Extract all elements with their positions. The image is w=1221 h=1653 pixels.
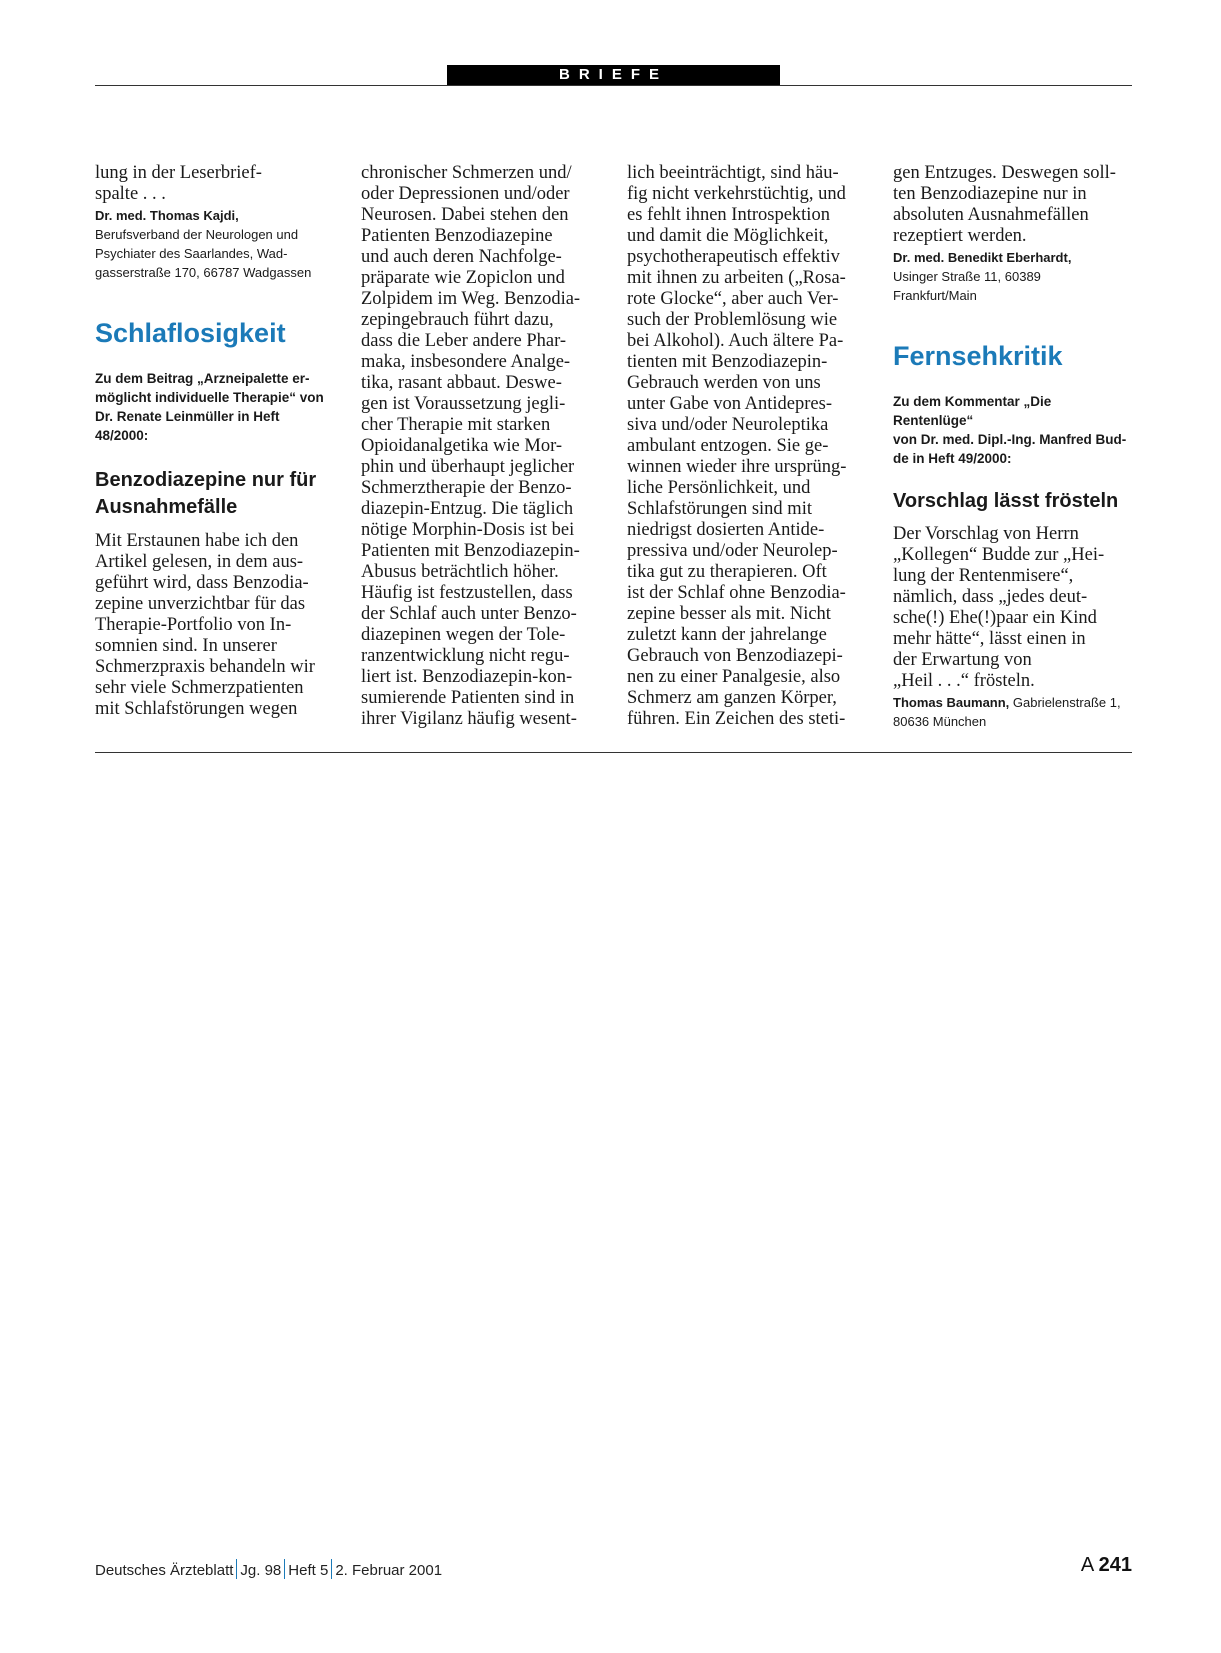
page-number [1081, 1554, 1132, 1577]
letter-body: chronischer Schmerzen und/ oder Depressionen und/oder Neurosen. Dabei stehen den Patienten Benzodiazepine und auch deren Nachfolge- präparate wie Zopiclon und Zolpidem im Weg. Benzodia- zepingebrauch führt dazu, dass die Leber andere Phar- maka, insbesondere Analge- tika, rasant abbaut. Deswe- gen ist Voraussetzung jegli- cher Therapie mit starken Opioidanalgetika wie Mor- phin und überhaupt jeglicher Schmerztherapie der Benzo- diazepin-Entzug. Die täglich nötige Morphin-Dosis ist bei Patienten mit Benzodiazepin- Abusus beträchtlich höher. Häufig ist festzustellen, dass der Schlaf auch unter Benzo- diazepinen wegen der Tole- ranzentwicklung nicht regu- liert ist. Benzodiazepin-kon- sumierende Patienten sind in ihrer Vigilanz häufig wesent- [361, 163, 581, 729]
column-2 [361, 163, 601, 730]
top-divider [95, 85, 1132, 86]
signature-name: Dr. med. Benedikt Eberhardt, [893, 250, 1072, 265]
signature-eberhardt [893, 248, 1133, 305]
column-4 [893, 163, 1133, 731]
page-prefix: A [1080, 1554, 1094, 1576]
journal-name: Deutsches Ärzteblatt [95, 1562, 234, 1579]
page-footer [95, 1559, 442, 1579]
signature-address-line2: 80636 München [893, 714, 987, 729]
column-1 [95, 163, 335, 720]
letter-headline: Vorschlag lässt frösteln [893, 490, 1119, 512]
letter-body: lich beeinträchtigt, sind häu- fig nicht verkehrstüchtig, und es fehlt ihnen Introspektion und damit die Möglichkeit, psychotherapeutisch effektiv mit ihnen zu arbeiten („Rosa- rote Glocke“, aber auch Ver- such der Problemlösung wie bei Alkohol). Auch ältere Pa- tienten mit Benzodiazepin- Gebrauch werden von uns unter Gabe von Antidepres- siva und/oder Neuroleptika ambulant entzogen. Sie ge- winnen wieder ihre ursprüng- liche Persönlichkeit, und Schlafstörungen sind mit niedrigst dosierten Antide- pressiva und/oder Neurolep- tika gut zu therapieren. Oft ist der Schlaf ohne Benzodia- zepine besser als mit. Nicht zuletzt kann der jahrelange Gebrauch von Benzodiazepi- nen zu einer Panalgesie, also Schmerz am ganzen Körper, führen. Ein Zeichen des steti- [627, 163, 847, 729]
section-title-fernsehkritik: Fernsehkritik [893, 341, 1063, 371]
bottom-divider [95, 752, 1132, 753]
signature-baumann [893, 693, 1133, 731]
letter-body: Mit Erstaunen habe ich den Artikel gelesen, in dem aus- geführt wird, dass Benzodia- zepine unverzichtbar für das Therapie-Portfolio von In- somnien sind. In unserer Schmerzpraxis behandeln wir sehr viele Schmerzpatienten mit Schlafstörungen wegen [95, 531, 315, 719]
column-3 [627, 163, 867, 730]
article-reference: Zu dem Kommentar „Die Rentenlüge“ von Dr. med. Dipl.-Ing. Manfred Bud- de in Heft 49/2000: [893, 394, 1127, 466]
section-header-label: BRIEFE [447, 65, 780, 85]
footer-separator [331, 1559, 332, 1579]
letter-headline: Benzodiazepine nur für Ausnahmefälle [95, 469, 317, 518]
issue-date: 2. Februar 2001 [335, 1562, 443, 1579]
footer-separator [236, 1559, 237, 1579]
journal-issue: Heft 5 [288, 1562, 329, 1579]
article-reference: Zu dem Beitrag „Arzneipalette er- möglicht individuelle Therapie“ von Dr. Renate Leinmüller in Heft 48/2000: [95, 371, 324, 443]
page-number-value: 241 [1098, 1554, 1132, 1576]
body-text-continuation: lung in der Leserbrief- spalte . . . [95, 163, 262, 204]
signature-name: Dr. med. Thomas Kajdi, [95, 208, 239, 223]
signature-address: Usinger Straße 11, 60389 Frankfurt/Main [893, 269, 1041, 303]
signature-name: Thomas Baumann, [893, 695, 1010, 710]
signature-address: Berufsverband der Neurologen und Psychiater des Saarlandes, Wad- gasserstraße 170, 66787 Wadgassen [95, 227, 312, 280]
signature-address: Gabrielenstraße 1, [1009, 695, 1121, 710]
body-text-continuation: gen Entzuges. Deswegen soll- ten Benzodiazepine nur in absoluten Ausnahmefällen rezeptiert werden. [893, 163, 1116, 246]
footer-separator [284, 1559, 285, 1579]
signature-kajdi [95, 206, 335, 282]
letter-body: Der Vorschlag von Herrn „Kollegen“ Budde zur „Hei- lung der Rentenmisere“, nämlich, dass „jedes deut- sche(!) Ehe(!)paar ein Kind mehr hätte“, lässt einen in der Erwartung von „Heil . . .“ frösteln. [893, 524, 1105, 691]
section-title-schlaflosigkeit: Schlaflosigkeit [95, 318, 286, 348]
journal-volume: Jg. 98 [240, 1562, 282, 1579]
